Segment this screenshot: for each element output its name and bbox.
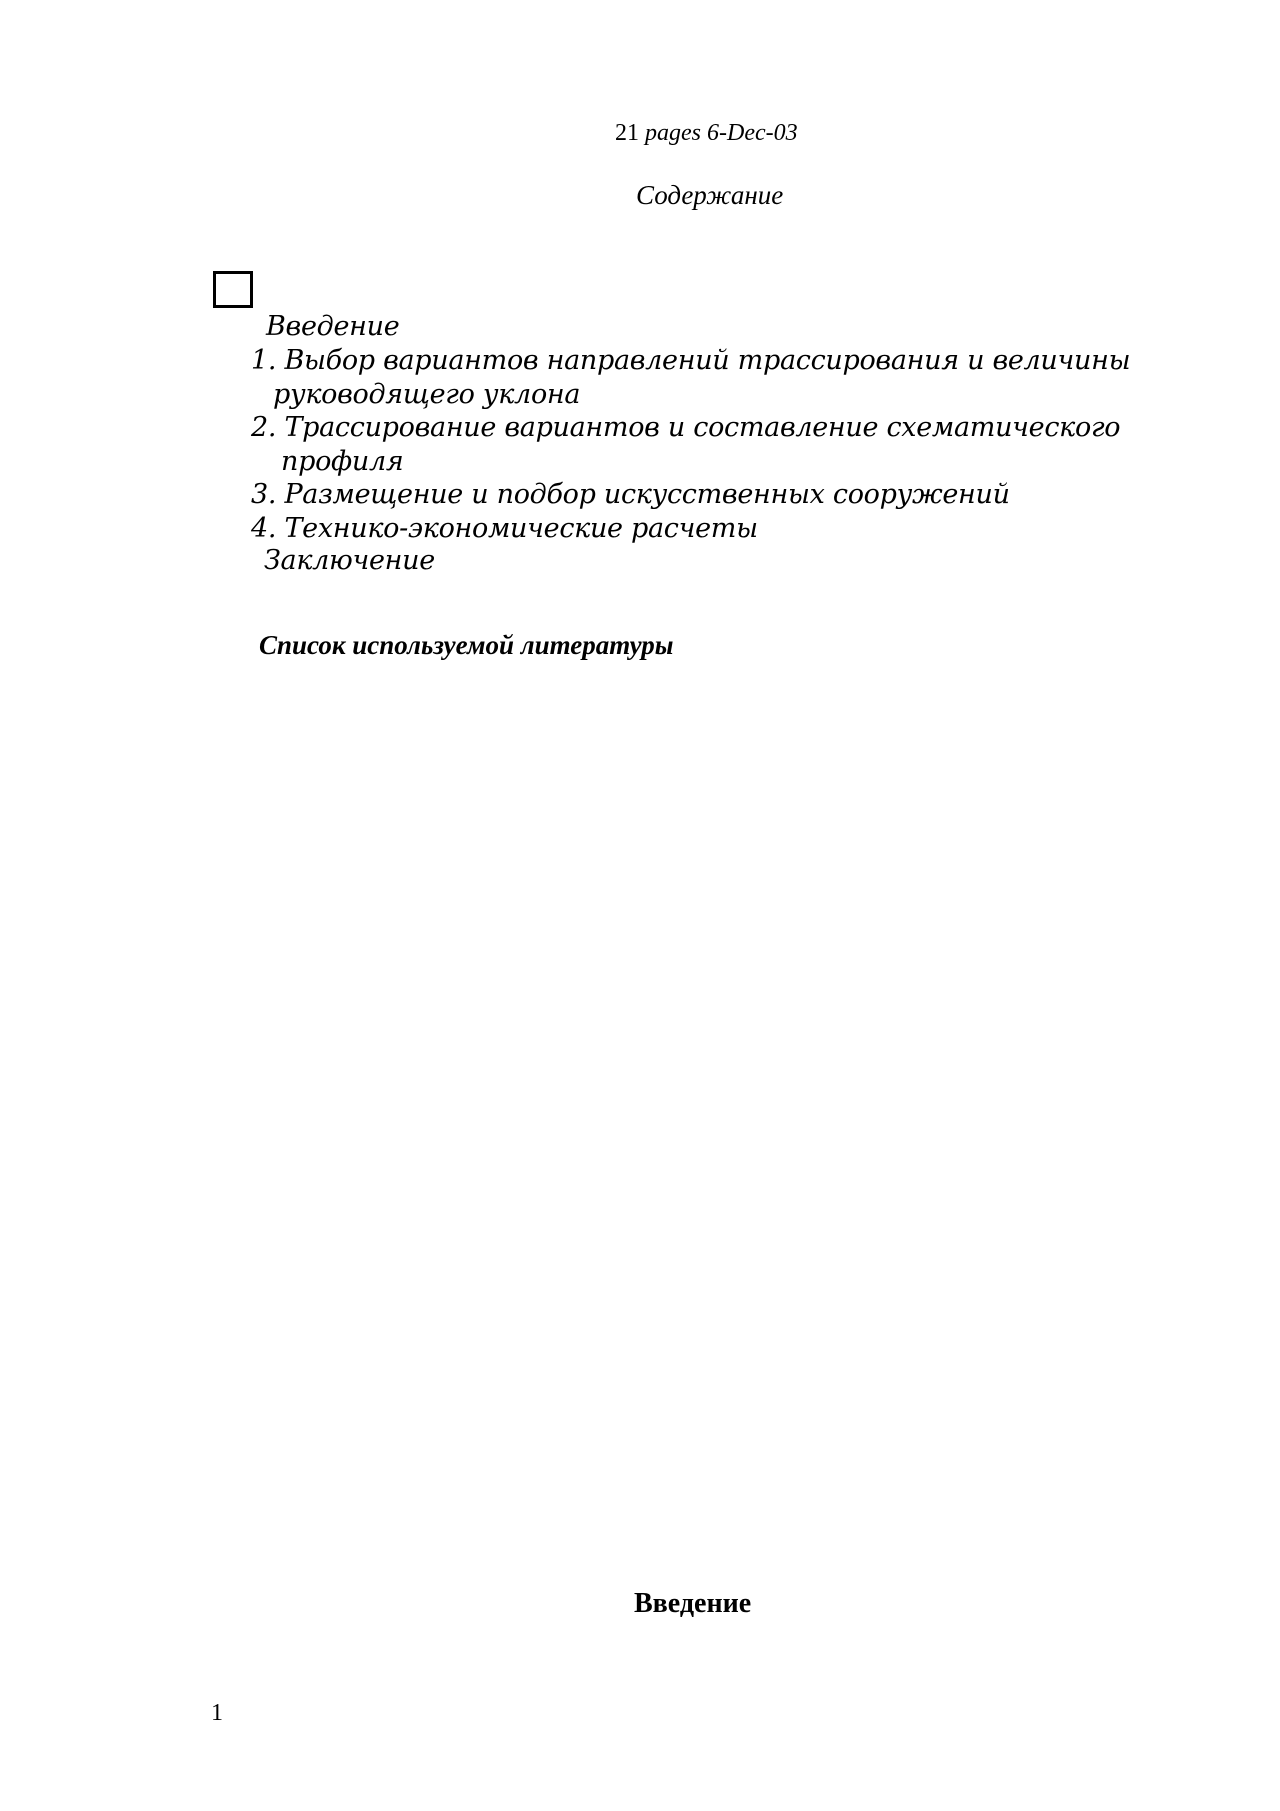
page-count: 21 (615, 120, 639, 146)
toc-item-1: 1. Выбор вариантов направлений трассирования и величины (251, 345, 1131, 376)
literature-heading: Список используемой литературы (259, 630, 674, 660)
document-header (615, 120, 798, 147)
toc-title: Содержание (636, 180, 784, 210)
section-heading: Введение (634, 1588, 752, 1619)
checkbox-icon (213, 271, 253, 308)
document-date: 6-Dec-03 (707, 120, 798, 146)
toc-item-2: 2. Трассирование вариантов и составление схематического (251, 412, 1121, 443)
page-number: 1 (211, 1700, 223, 1726)
toc-item-conclusion: Заключение (264, 545, 435, 576)
toc-item-4: 4. Технико-экономические расчеты (251, 513, 758, 544)
toc-item-2-continued: профиля (281, 446, 404, 477)
toc-item-intro: Введение (266, 311, 400, 342)
toc-item-1-continued: руководящего уклона (273, 379, 581, 410)
pages-label: pages (645, 120, 701, 146)
toc-item-3: 3. Размещение и подбор искусственных сооружений (251, 479, 1010, 510)
